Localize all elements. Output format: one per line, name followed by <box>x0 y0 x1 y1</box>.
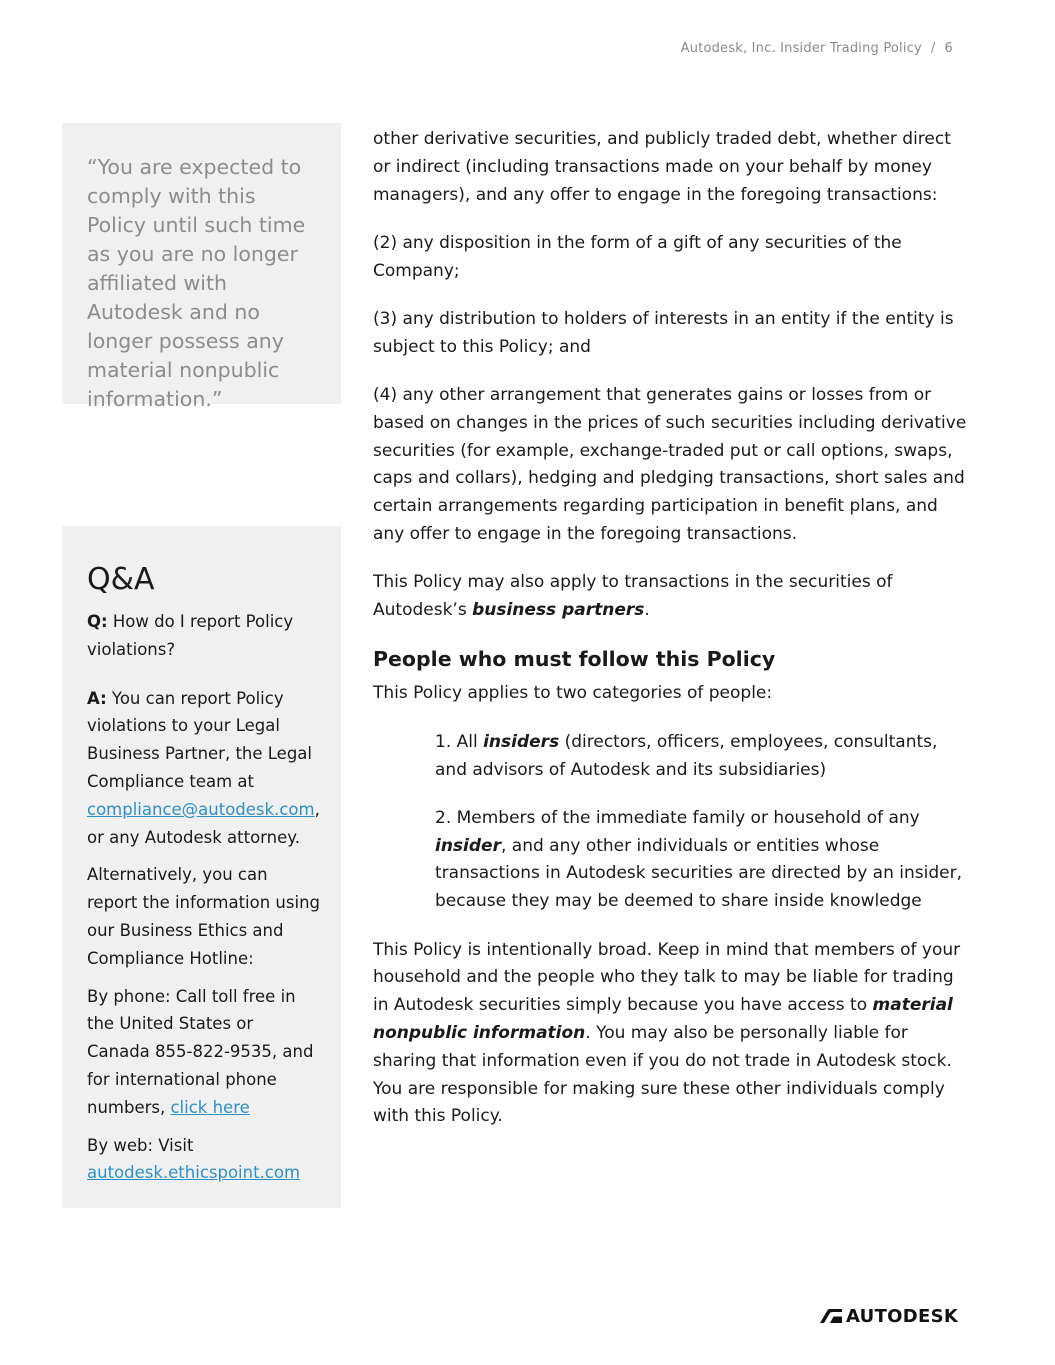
closing-pre: This Policy is intentionally broad. Keep in mind that members of your household and the people who they talk to may be liable for trading in Autodesk securities simply because you have access to <box>373 939 961 1016</box>
paragraph-categories-intro: This Policy applies to two categories of people: <box>373 683 773 704</box>
insider-term: insider <box>435 835 501 856</box>
running-header <box>681 41 953 56</box>
header-page-number: 6 <box>944 41 953 56</box>
item1-pre: 1. All <box>435 731 484 752</box>
paragraph-other-arrangement: (4) any other arrangement that generates gains or losses from or based on changes in the prices of such securities including derivative securities (for example, exchange-traded put or call options, swaps, caps and collars), hedging and pledging transactions, short sales and certain arrangements regarding participation in benefit plans, and any offer to engage in the foregoing transactions. <box>373 385 967 545</box>
answer-text-end: , or any Autodesk attorney. <box>87 799 320 847</box>
section-heading: People who must follow this Policy <box>373 647 776 672</box>
qa-question <box>87 608 321 664</box>
paragraph-intentionally-broad <box>373 937 973 1132</box>
list-item-insiders <box>435 729 973 785</box>
business-partners-post: . <box>644 600 650 621</box>
mnpi-term: material nonpublic information <box>373 995 953 1043</box>
autodesk-logo-mark-icon <box>820 1309 842 1323</box>
qa-title: Q&A <box>87 562 155 597</box>
paragraph-distribution: (3) any distribution to holders of interests in an entity if the entity is subject to this Policy; and <box>373 308 954 357</box>
header-doc-title: Autodesk, Inc. Insider Trading Policy <box>680 41 922 56</box>
business-partners-pre: This Policy may also apply to transactions in the securities of Autodesk’s <box>373 572 893 621</box>
paragraph-derivative: other derivative securities, and publicly traded debt, whether direct or indirect (including transactions made on your behalf by money managers), and any offer to engage in the foregoing transactions: <box>373 129 951 205</box>
header-separator: / <box>930 41 936 56</box>
answer-text: You can report Policy violations to your Legal Business Partner, the Legal Compliance team at <box>87 688 313 791</box>
click-here-link[interactable]: click here <box>170 1097 250 1117</box>
qa-web <box>87 1132 321 1188</box>
autodesk-logo <box>820 1305 958 1327</box>
qa-sidebar <box>62 526 341 1208</box>
paragraph-business-partners <box>373 569 973 625</box>
paragraph-gift: (2) any disposition in the form of a gift of any securities of the Company; <box>373 232 902 281</box>
item1-post: (directors, officers, employees, consultants, and advisors of Autodesk and its subsidiaries) <box>435 731 938 780</box>
question-label: Q: <box>87 612 108 631</box>
item2-post: , and any other individuals or entities whose transactions in Autodesk securities are directed by an insider, because they may be deemed to share inside knowledge <box>435 835 962 912</box>
pullquote-text: “You are expected to comply with this Policy until such time as you are no longer affiliated with Autodesk and no longer possess any material nonpublic information.” <box>87 155 306 411</box>
autodesk-wordmark: AUTODESK <box>846 1305 959 1327</box>
people-list <box>373 729 973 916</box>
main-column <box>373 126 973 1152</box>
closing-post: . You may also be personally liable for sharing that information even if you do not trade in Autodesk stock. You are responsible for making sure these other individuals comply with this Policy. <box>373 1022 952 1127</box>
compliance-email-link[interactable]: compliance@autodesk.com <box>87 799 315 819</box>
phone-text: By phone: Call toll free in the United States or Canada 855-822-9535, and for international phone numbers, <box>87 986 314 1117</box>
business-partners-term: business partners <box>472 600 645 621</box>
pullquote-box <box>62 123 341 411</box>
web-text: By web: Visit <box>87 1135 194 1155</box>
qa-phone <box>87 983 321 1122</box>
qa-alternative: Alternatively, you can report the information using our Business Ethics and Compliance Hotline: <box>87 865 321 968</box>
insiders-term: insiders <box>483 731 560 752</box>
answer-label: A: <box>87 688 107 708</box>
list-item-family <box>435 805 973 916</box>
question-text: How do I report Policy violations? <box>87 612 294 659</box>
ethicspoint-link[interactable]: autodesk.ethicspoint.com <box>87 1163 301 1183</box>
qa-answer <box>87 685 321 852</box>
item2-pre: 2. Members of the immediate family or household of any <box>435 807 920 828</box>
